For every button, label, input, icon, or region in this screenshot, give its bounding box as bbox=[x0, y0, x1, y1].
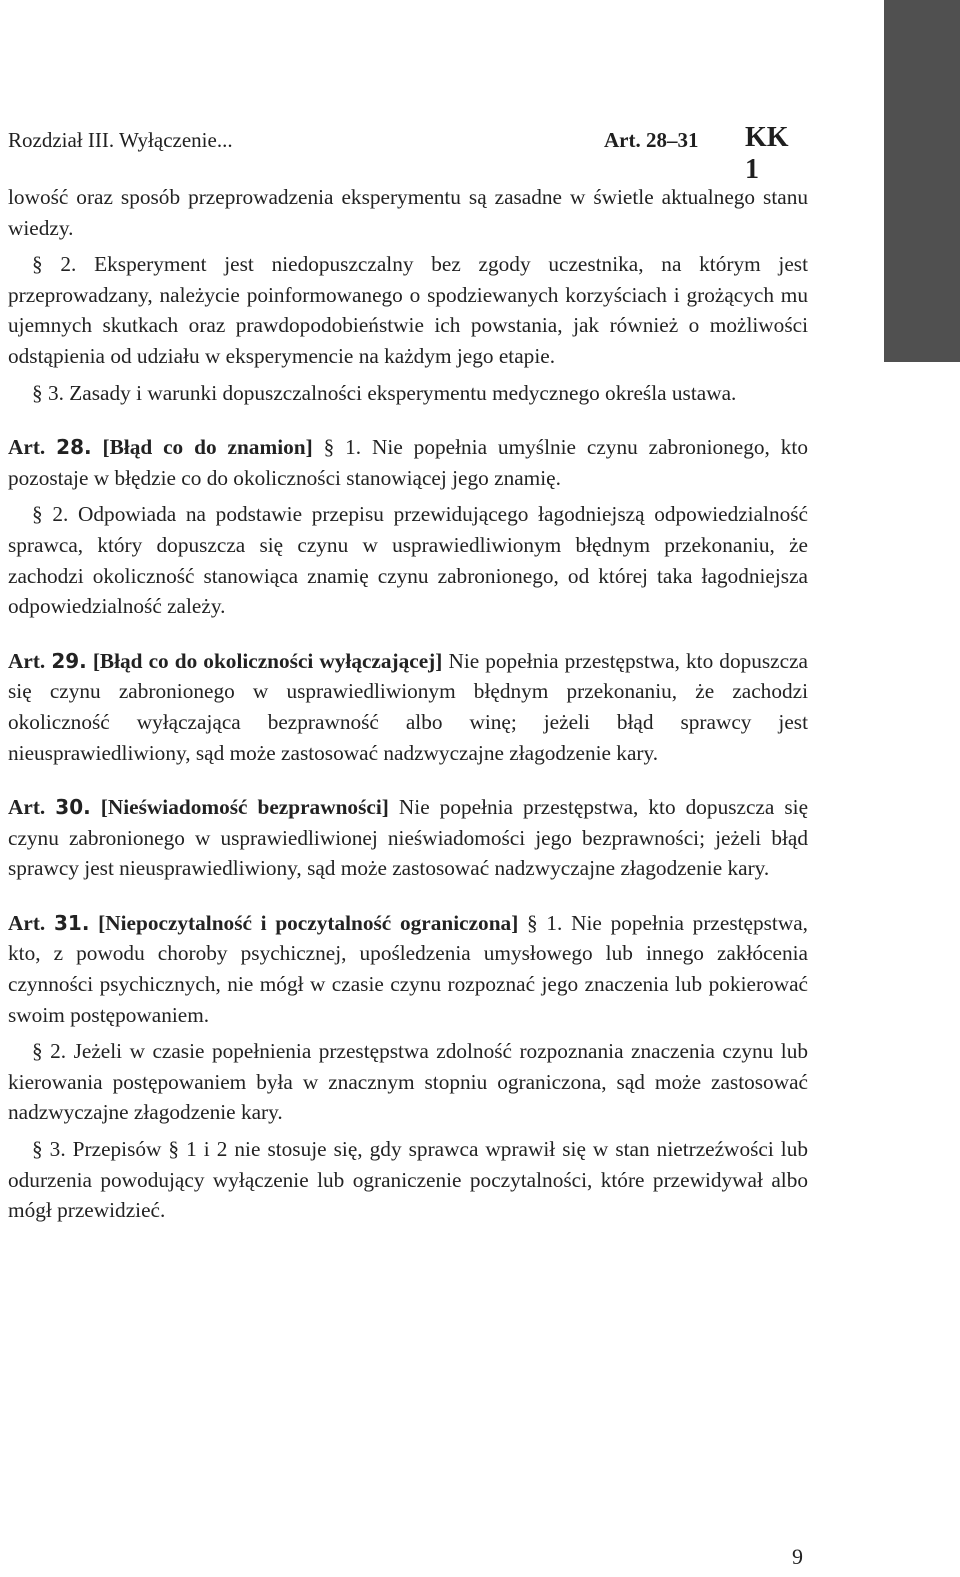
article-label: Art. bbox=[8, 910, 46, 935]
article-text: Nie popełnia przestępstwa, kto dopuszcza się czynu zabronionego w usprawiedliwionym błędnym przekonaniu, że zachodzi okoliczność wyłączająca bezprawność albo winę; jeżeli błąd sprawcy jest nieusprawiedliwiony, sąd może zastosować nadzwyczajne złagodzenie kary. bbox=[8, 648, 808, 765]
article-30 bbox=[8, 792, 808, 884]
article-number: 28. bbox=[56, 435, 92, 460]
paragraph-section-2: § 2. Eksperyment jest niedopuszczalny bez zgody uczestnika, na którym jest przeprowadzany, należycie poinformowanego o spodziewanych korzyściach i grożących mu ujemnych skutkach oraz prawdopodobieństwie ich powstania, jak również o możliwości odstąpienia od udziału w eksperymencie na każdym jego etapie. bbox=[8, 252, 808, 368]
main-text bbox=[8, 182, 808, 1226]
article-label: Art. bbox=[8, 795, 46, 820]
article-text: § 1. Nie popełnia przestępstwa, kto, z powodu choroby psychicznej, upośledzenia umysłowego lub innego zakłócenia czynności psychicznych, nie mógł w czasie czynu rozpoznać jego znaczenia lub pokierować swoim postępowaniem. bbox=[8, 910, 808, 1027]
article-28 bbox=[8, 432, 808, 493]
article-31 bbox=[8, 908, 808, 1030]
article-range: Art. 28–31 bbox=[604, 128, 699, 152]
page-number: 9 bbox=[792, 1544, 803, 1569]
paragraph-section-3: § 3. Zasady i warunki dopuszczalności eksperymentu medycznego określa ustawa. bbox=[32, 380, 737, 405]
article-title: [Błąd co do okoliczności wyłączającej] bbox=[92, 648, 443, 673]
article-number: 31. bbox=[53, 910, 90, 935]
article-31-section-3: § 3. Przepisów § 1 i 2 nie stosuje się, gdy sprawca wprawił się w stan nietrzeźwości lub odurzenia powodujący wyłączenie lub ograniczenie poczytalności, które przewidywał albo mógł przewidzieć. bbox=[8, 1137, 808, 1223]
article-31-section-2: § 2. Jeżeli w czasie popełnienia przestępstwa zdolność rozpoznania znaczenia czynu lub kierowania postępowaniem była w znacznym stopniu ograniczona, sąd może zastosować nadzwyczajne złagodzenie kary. bbox=[8, 1039, 808, 1125]
running-head bbox=[8, 122, 808, 185]
article-text: Nie popełnia przestępstwa, kto dopuszcza się czynu zabronionego w usprawiedliwionej nieświadomości jego bezprawności; jeżeli błąd sprawcy jest nieusprawiedliwiony, sąd może zastosować nadzwyczajne złagodzenie kary. bbox=[8, 795, 809, 881]
article-number: 30. bbox=[55, 795, 91, 820]
thumb-index-tab bbox=[884, 0, 960, 362]
article-title: [Nieświadomość bezprawności] bbox=[100, 795, 389, 820]
chapter-title: Rozdział III. Wyłączenie... bbox=[8, 128, 233, 152]
article-title: [Niepoczytalność i poczytalność ograniczona] bbox=[98, 910, 519, 935]
article-number: 29. bbox=[51, 648, 87, 673]
article-label: Art. bbox=[8, 435, 46, 460]
paragraph-continuation: lowość oraz sposób przeprowadzenia eksperymentu są zasadne w świetle aktualnego stanu wiedzy. bbox=[8, 185, 808, 240]
article-title: [Błąd co do znamion] bbox=[102, 435, 313, 460]
article-28-section-2: § 2. Odpowiada na podstawie przepisu przewidującego łagodniejszą odpowiedzialność sprawca, który dopuszcza się czynu w usprawiedliwionym błędnym przekonaniu, że zachodzi okoliczność stanowiąca znamię czynu zabronionego, od której taka łagodniejsza odpowiedzialność zależy. bbox=[8, 502, 808, 619]
code-label: KK 1 bbox=[745, 122, 789, 185]
article-label: Art. bbox=[8, 648, 46, 673]
article-29 bbox=[8, 646, 808, 768]
article-text: § 1. Nie popełnia umyślnie czynu zabronionego, kto pozostaje w błędzie co do okoliczności stanowiącej jego znamię. bbox=[8, 435, 809, 490]
